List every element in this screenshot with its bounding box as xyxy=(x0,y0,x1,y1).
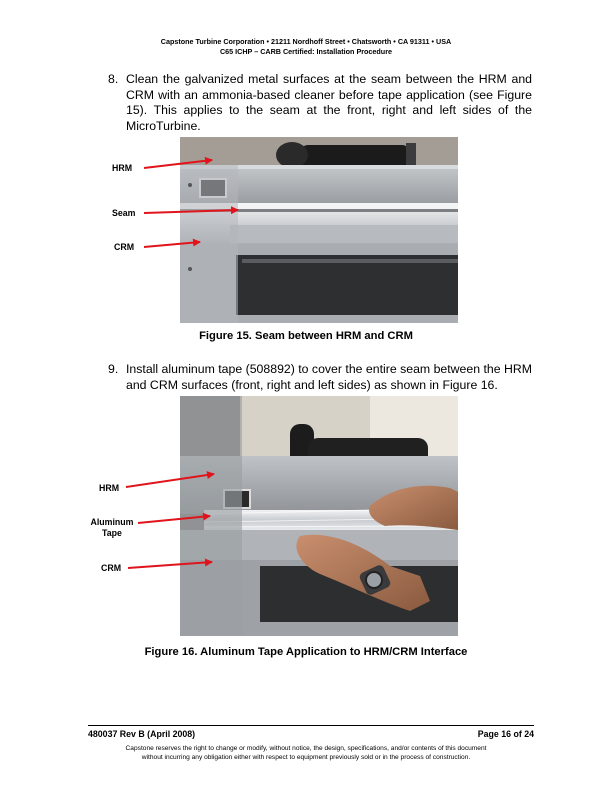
figure-16-photo-illustration xyxy=(180,396,458,636)
figure-16-label-crm: CRM xyxy=(101,563,122,573)
header-document-title: C65 ICHP – CARB Certified: Installation Procedure xyxy=(219,47,392,56)
footer-page-number: Page 16 of 24 xyxy=(477,729,534,739)
footer-disclaimer-line2: without incurring any obligation either with respect to equipment previously sold or in the process of construction. xyxy=(141,754,471,761)
step-text: Clean the galvanized metal surfaces at the seam between the HRM and CRM with an ammonia-based cleaner before tape application (see Figure 15). This applies to the seam at the front, right and left sides of the MicroTurbine. xyxy=(126,72,532,133)
header-address: Capstone Turbine Corporation • 21211 Nordhoff Street • Chatsworth • CA 91311 • USA xyxy=(160,37,452,46)
figure-16-label-aluminum-tape: Aluminum Tape xyxy=(90,517,134,538)
figure-16-caption: Figure 16. Aluminum Tape Application to HRM/CRM Interface xyxy=(144,646,468,658)
footer-divider xyxy=(88,725,534,726)
figure-15-caption: Figure 15. Seam between HRM and CRM xyxy=(199,330,413,342)
figure-15-label-seam: Seam xyxy=(112,208,136,218)
step-text: Install aluminum tape (508892) to cover the entire seam between the HRM and CRM surfaces (front, right and left sides) as shown in Figure 16. xyxy=(126,362,533,392)
step-8 xyxy=(108,72,532,134)
figure-15-photo xyxy=(180,137,458,323)
figure-16-photo xyxy=(180,396,458,636)
step-9 xyxy=(108,362,532,393)
step-number: 8. xyxy=(108,72,119,86)
step-number: 9. xyxy=(108,362,119,376)
footer-disclaimer-line1: Capstone reserves the right to change or modify, without notice, the design, specifications, and/or contents of this document xyxy=(125,745,487,752)
footer-document-id: 480037 Rev B (April 2008) xyxy=(88,729,196,739)
figure-16-label-hrm: HRM xyxy=(99,483,120,493)
figure-15-label-crm: CRM xyxy=(114,242,135,252)
figure-15-label-hrm: HRM xyxy=(112,163,133,173)
figure-15-photo-illustration xyxy=(180,137,458,323)
